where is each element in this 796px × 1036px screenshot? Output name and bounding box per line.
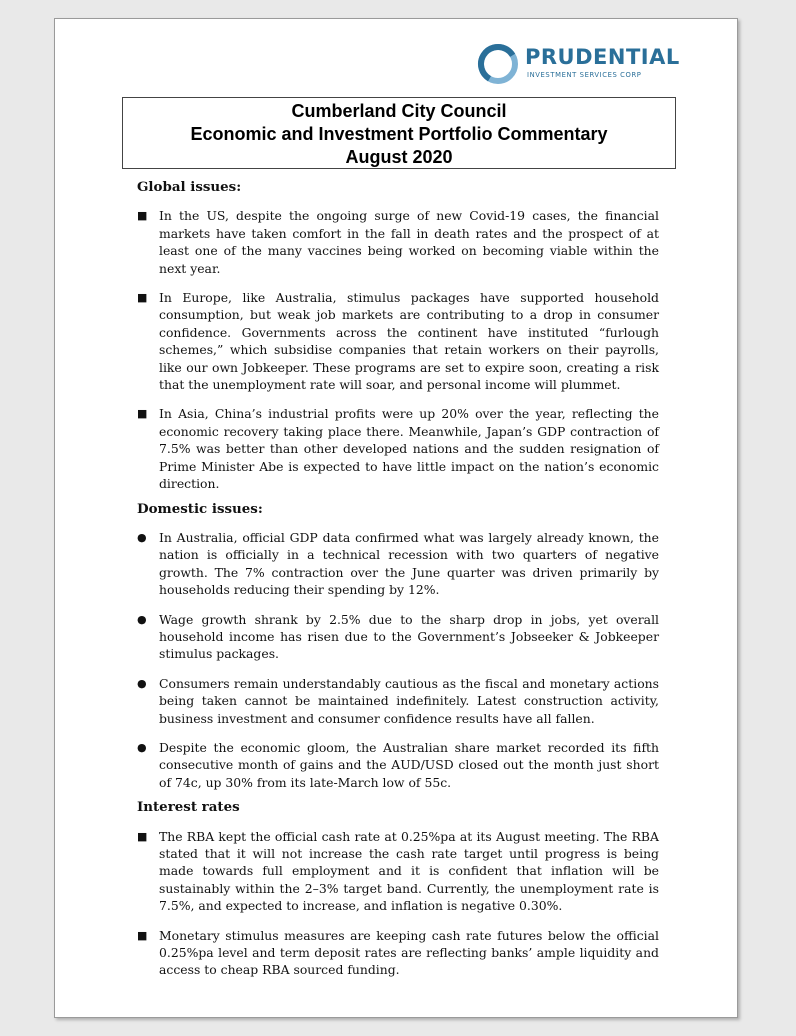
logo-ring-icon (475, 41, 521, 87)
list-item: ■ In the US, despite the ongoing surge of new Covid-19 cases, the financial markets have taken comfort in the fall in death rates and the prospect of at least one of the many vaccines being worked on becoming viable within the next year. (137, 208, 659, 276)
logo-subtitle: INVESTMENT SERVICES CORP (527, 71, 642, 79)
square-bullet-icon: ■ (137, 829, 148, 843)
document-page (54, 18, 738, 1018)
title-line-2: Economic and Investment Portfolio Commentary (190, 124, 608, 144)
content (137, 179, 659, 991)
list-item: ■ Monetary stimulus measures are keeping cash rate futures below the official 0.25%pa level and term deposit rates are reflecting banks’ ample liquidity and access to cheap RBA sourced funding. (137, 927, 659, 978)
round-bullet-icon: ● (137, 530, 147, 544)
domestic-issues-list (137, 529, 659, 791)
global-issues-list (137, 207, 659, 492)
list-item: ● In Australia, official GDP data confirmed what was largely already known, the nation is officially in a technical recession with two quarters of negative growth. The 7% contraction over the June quarter was driven primarily by households reducing their spending by 12%. (137, 529, 659, 598)
square-bullet-icon: ■ (137, 928, 148, 942)
section-heading-global: Global issues: (137, 179, 242, 195)
title-line-3: August 2020 (345, 147, 453, 167)
interest-rates-list (137, 828, 659, 979)
title-line-1: Cumberland City Council (291, 101, 507, 121)
list-item: ● Wage growth shrank by 2.5% due to the sharp drop in jobs, yet overall household income has risen due to the Government’s Jobseeker & Jobkeeper stimulus packages. (137, 611, 659, 662)
list-item: ■ In Asia, China’s industrial profits were up 20% over the year, reflecting the economic recovery taking place there. Meanwhile, Japan’s GDP contraction of 7.5% was better than other developed nations and the sudden resignation of Prime Minister Abe is expected to have little impact on the nation’s economic direction. (137, 406, 659, 492)
list-item: ● Despite the economic gloom, the Australian share market recorded its fifth consecutive month of gains and the AUD/USD closed out the month just short of 74c, up 30% from its late-March low of 55c. (137, 739, 659, 790)
round-bullet-icon: ● (137, 612, 147, 626)
title-box (122, 97, 676, 169)
round-bullet-icon: ● (137, 676, 147, 690)
logo-name: PRUDENTIAL (525, 45, 680, 69)
square-bullet-icon: ■ (137, 209, 148, 223)
round-bullet-icon: ● (137, 740, 147, 754)
list-item: ■ The RBA kept the official cash rate at 0.25%pa at its August meeting. The RBA stated that it will not increase the cash rate target until progress is being made towards full employment and it is confident that inflation will be sustainably within the 2–3% target band. Currently, the unemployment rate is 7.5%, and expected to increase, and inflation is negative 0.30%. (137, 828, 659, 914)
section-heading-domestic: Domestic issues: (137, 500, 263, 517)
square-bullet-icon: ■ (137, 291, 148, 305)
section-heading-interest: Interest rates (137, 799, 240, 816)
list-item: ■ In Europe, like Australia, stimulus packages have supported household consumption, but weak job markets are contributing to a drop in consumer confidence. Governments across the continent have instituted “furlough schemes,” which subsidise companies that retain workers on their payrolls, like our own Jobkeeper. These programs are set to expire soon, creating a risk that the unemployment rate will soar, and personal income will plummet. (137, 290, 659, 393)
list-item: ● Consumers remain understandably cautious as the fiscal and monetary actions being taken cannot be maintained indefinitely. Latest construction activity, business investment and consumer confidence results have all fallen. (137, 675, 659, 726)
square-bullet-icon: ■ (137, 407, 148, 421)
prudential-logo (475, 41, 680, 87)
